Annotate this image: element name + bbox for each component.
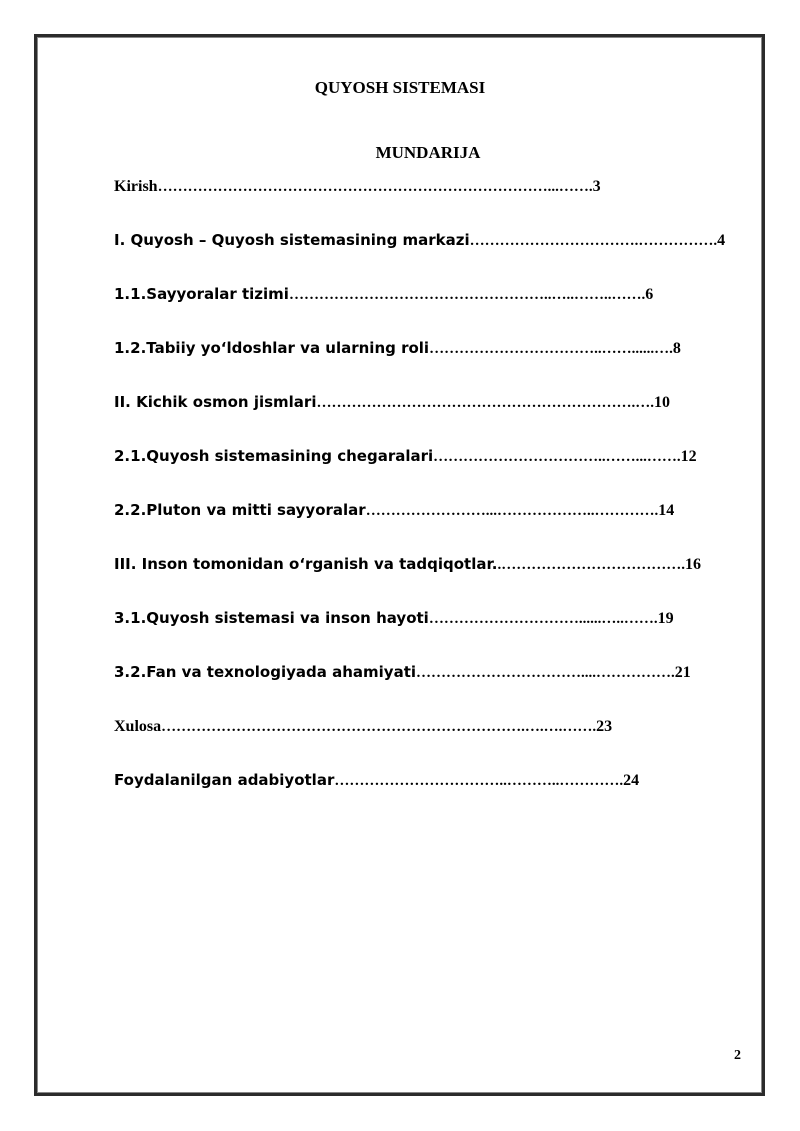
toc-entry-label: II. Kichik osmon jismlari	[114, 393, 317, 411]
toc-entry-page: 4	[717, 232, 726, 249]
toc-entry-label: 3.1.Quyosh sistemasi va inson hayoti	[114, 609, 429, 627]
toc-entry-leader: ……………………………………………………………………...…….	[157, 179, 593, 195]
toc-entry-label: 1.1.Sayyoralar tizimi	[114, 285, 289, 303]
toc-entry-leader: ……………………...………………..………….	[365, 503, 659, 519]
toc-entry-leader: ……………………………..……......….	[429, 341, 673, 357]
toc-entry-leader: .……………………………….	[497, 557, 685, 573]
toc-entry-inson-tadqiqotlar[interactable]	[114, 554, 701, 575]
toc-entry-page: 16	[684, 556, 701, 573]
toc-entry-leader: ……………………………………………..…..……..…….	[288, 287, 646, 303]
toc-entry-fan-texnologiya[interactable]	[114, 662, 691, 683]
toc-entry-kichik-osmon-jismlari[interactable]	[114, 392, 670, 413]
toc-entry-leader: ……………………………………………………….….	[316, 395, 654, 411]
toc-entry-page: 8	[672, 340, 681, 357]
toc-heading: MUNDARIJA	[375, 143, 481, 162]
toc-entry-sayyoralar-tizimi[interactable]	[114, 284, 653, 305]
toc-entry-leader: ……………………………....…………….	[416, 665, 675, 681]
toc-entry-adabiyotlar[interactable]	[114, 770, 639, 791]
toc-entry-leader: ……………………………..………..………….	[334, 773, 624, 789]
toc-entry-label: 2.1.Quyosh sistemasining chegaralari	[114, 447, 434, 465]
toc-entry-page: 19	[657, 610, 674, 627]
toc-entry-tabiiy-yoldoshlar[interactable]	[114, 338, 681, 359]
page-number: 2	[734, 1048, 741, 1063]
toc-entry-label: 3.2.Fan va texnologiyada ahamiyati	[114, 663, 416, 681]
toc-entry-leader: …………………………......…..…….	[428, 611, 658, 627]
toc-entry-kirish[interactable]	[114, 176, 601, 197]
toc-entry-page: 24	[623, 772, 640, 789]
toc-entry-chegaralari[interactable]	[114, 446, 697, 467]
toc-entry-page: 10	[653, 394, 670, 411]
toc-entry-label: 2.2.Pluton va mitti sayyoralar	[114, 501, 366, 519]
toc-entry-page: 14	[658, 502, 675, 519]
toc-entry-label: Xulosa	[114, 718, 162, 735]
toc-entry-pluton[interactable]	[114, 500, 674, 521]
toc-entry-page: 23	[596, 718, 613, 735]
toc-entry-label: III. Inson tomonidan o‘rganish va tadqiqotlar.	[114, 555, 498, 573]
toc-entry-label: Kirish	[114, 178, 158, 195]
toc-entry-page: 21	[674, 664, 691, 681]
toc-entry-label: I. Quyosh – Quyosh sistemasining markazi	[114, 231, 470, 249]
toc-entry-page: 3	[592, 178, 601, 195]
toc-entry-leader: ……………………………..……...…….	[433, 449, 681, 465]
toc-entry-page: 12	[680, 448, 697, 465]
document-title: QUYOSH SISTEMASI	[314, 78, 486, 97]
toc-entry-label: Foydalanilgan adabiyotlar	[114, 771, 335, 789]
toc-entry-page: 6	[645, 286, 654, 303]
toc-entry-leader: …………………………….…………….	[469, 233, 718, 249]
toc-entry-xulosa[interactable]	[114, 716, 612, 737]
toc-entry-label: 1.2.Tabiiy yo‘ldoshlar va ularning roli	[114, 339, 430, 357]
toc-entry-quyosh-markazi[interactable]	[114, 230, 725, 251]
toc-entry-inson-hayoti[interactable]	[114, 608, 674, 629]
toc-entry-leader: ……………………………………………………………….….….…….	[161, 719, 597, 735]
